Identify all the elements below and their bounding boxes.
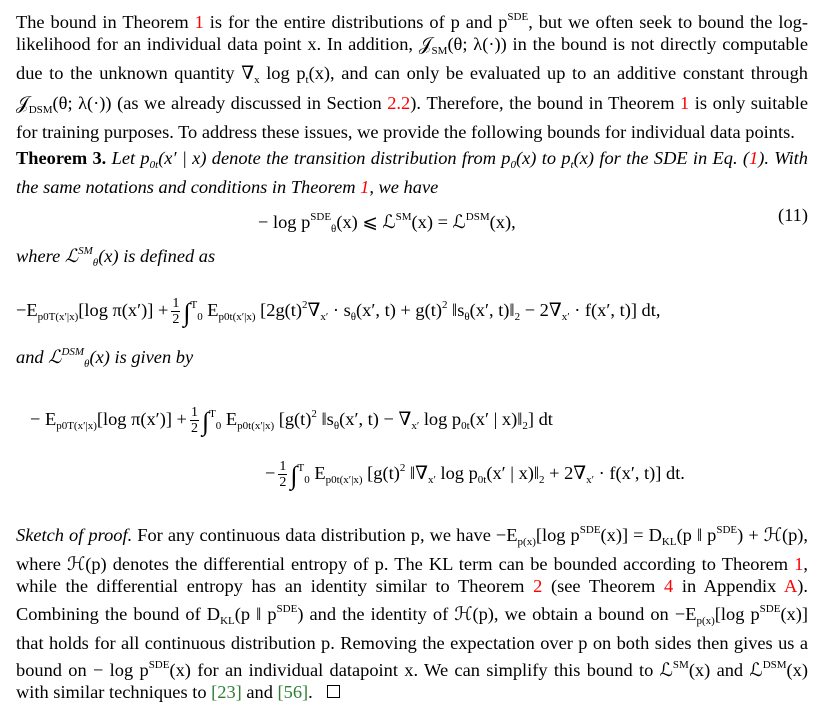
intro-text: The bound in Theorem	[16, 12, 195, 32]
theorem-4-link[interactable]: 4	[663, 576, 674, 597]
theta-subscript: θ	[333, 420, 340, 432]
sde-superscript: SDE	[310, 211, 332, 223]
0t-subscript: 0t	[149, 159, 159, 171]
eq-text: (x′, t)‖	[469, 300, 515, 320]
eq-text: · s	[328, 300, 351, 320]
dsm-superscript: DSM	[465, 211, 490, 223]
eq-text: E	[202, 300, 219, 320]
proof-text: (x) with similar techniques to	[16, 660, 808, 703]
integral-lower-limit: 0	[215, 420, 222, 432]
eq-text: − log p	[258, 212, 311, 232]
expectation-subscript: p0T(x′|x)	[56, 420, 97, 432]
theorem-3	[16, 147, 808, 198]
label-text: (x) is defined as	[98, 246, 216, 266]
numerator: 1	[172, 296, 180, 312]
theorem-1-link[interactable]: 1	[680, 92, 690, 113]
square-superscript: 2	[311, 408, 317, 420]
norm-subscript: 2	[514, 311, 521, 323]
equation-dsm-line-2	[265, 456, 685, 492]
sde-superscript: SDE	[276, 602, 298, 615]
square-superscript: 2	[302, 299, 308, 311]
theorem-text: (x) to p	[516, 148, 571, 168]
proof-heading: Sketch of proof.	[16, 525, 133, 545]
proof-text: [log p	[535, 525, 580, 545]
theta-subscript: θ	[350, 311, 357, 323]
section-2-2-link[interactable]: 2.2	[387, 92, 411, 113]
sde-superscript: SDE	[759, 602, 781, 615]
proof-text: For any continuous data distribution p, we have −E	[132, 525, 518, 545]
eq-1-link[interactable]: 1	[749, 148, 759, 168]
intro-text: (x), and can only be evaluated up to an additive constant through 𝒥	[16, 63, 808, 113]
proof-text: ). Combining the bound of D	[16, 576, 808, 624]
expectation-subscript: p0t(x′|x)	[325, 474, 363, 486]
proof-text: (p ‖ p	[676, 525, 717, 545]
eq-text: ∇	[307, 300, 321, 320]
citation-23[interactable]: [23]	[211, 682, 242, 703]
proof-text: in Appendix	[673, 576, 784, 597]
expectation-subscript: p0t(x′|x)	[218, 311, 256, 323]
proof-text: (x)] that holds for all continuous distribution p. Removing the expectation over p on both sides then gives us a bound on − log p	[16, 603, 809, 681]
integral-upper-limit: T	[209, 408, 216, 420]
eq-text: (x′, t) − ∇	[339, 409, 412, 429]
denominator: 2	[279, 475, 287, 491]
eq-text: E	[309, 463, 326, 483]
citation-56[interactable]: [56]	[277, 682, 309, 703]
theta-subscript: θ	[84, 358, 90, 370]
theorem-text: Let p	[106, 148, 150, 168]
one-half-fraction	[171, 296, 180, 327]
intro-text: is only suitable for training purposes. To address these issues, we provide the following bounds for individual data points.	[16, 92, 808, 142]
label-text: where ℒ	[16, 246, 79, 266]
eq-text: [2g(t)	[255, 300, 303, 320]
eq-text: · f(x′, t)] dt,	[569, 300, 661, 320]
eq-text: (x′, t) + g(t)	[356, 300, 442, 320]
theorem-2-link[interactable]: 2	[533, 576, 543, 597]
expectation-subscript: p0t(x′|x)	[237, 420, 275, 432]
proof-text: ) and the identity of ℋ(p), we obtain a bound on −E	[297, 603, 697, 624]
t-subscript: t	[570, 159, 574, 171]
0t-subscript: 0t	[461, 420, 470, 432]
eq-text: ‖s	[316, 409, 334, 429]
integral-sign: ∫	[183, 298, 191, 327]
kl-subscript: KL	[661, 536, 677, 548]
theta-subscript: θ	[92, 257, 99, 269]
norm-subscript: 2	[522, 420, 528, 432]
equation-number: (11)	[778, 205, 808, 225]
x-prime-subscript: x′	[561, 311, 570, 323]
integral-upper-limit: T	[190, 299, 198, 311]
eq-text: log p	[435, 463, 478, 483]
0t-subscript: 0t	[477, 474, 487, 486]
eq-text: (x),	[489, 212, 516, 232]
eq-text: ] dt	[527, 409, 553, 429]
label-text: and ℒ	[16, 347, 62, 367]
eq-text: (x) ⩽ ℒ	[336, 212, 396, 232]
sm-subscript: SM	[431, 45, 448, 58]
intro-paragraph	[16, 6, 808, 143]
intro-text: log p	[259, 63, 306, 84]
theorem-text: (x) for the SDE in Eq. (	[573, 148, 750, 168]
numerator: 1	[279, 459, 287, 475]
eq-text: E	[221, 409, 238, 429]
theorem-text: ). With the same notations and conditions in Theorem	[16, 148, 808, 198]
eq-text: ‖∇	[405, 463, 428, 483]
definition-label-dsm	[16, 346, 193, 370]
sm-superscript: SM	[395, 211, 412, 223]
intro-text: (θ; λ(·)) (as we already discussed in Section	[52, 92, 388, 113]
proof-text: .	[308, 682, 313, 703]
x-prime-subscript: x′	[411, 420, 420, 432]
sde-superscript: SDE	[716, 524, 738, 536]
square-superscript: 2	[399, 462, 406, 474]
dsm-superscript: DSM	[61, 346, 85, 358]
proof-text: (x) for an individual datapoint x. We can simplify this bound to ℒ	[169, 660, 673, 681]
eq-text: (x′ | x)‖	[486, 463, 540, 483]
proof-text: ) + ℋ(p), where ℋ(p) denotes the differential entropy of p. The KL term can be bounded according to Theorem	[16, 525, 808, 575]
expectation-subscript: p(x)	[696, 614, 715, 627]
proof-text: (see Theorem	[542, 576, 664, 597]
theorem-1-link[interactable]: 1	[360, 177, 370, 198]
theorem-text: , we have	[369, 177, 439, 198]
theorem-text: (x′ | x) denote the transition distribution from p	[158, 148, 511, 168]
one-half-fraction	[278, 459, 287, 490]
one-half-fraction	[190, 405, 199, 436]
integral-sign: ∫	[290, 461, 298, 490]
integral-upper-limit: T	[297, 462, 305, 474]
x-prime-subscript: x′	[320, 311, 329, 323]
integral-sign: ∫	[201, 407, 210, 436]
sde-superscript: SDE	[579, 524, 601, 536]
eq-text: ‖s	[447, 300, 465, 320]
denominator: 2	[172, 312, 180, 328]
x-subscript: x	[254, 74, 260, 87]
eq-text: −	[265, 463, 276, 483]
equation-dsm-line-1	[30, 402, 553, 438]
dsm-superscript: DSM	[762, 659, 787, 672]
sde-superscript: SDE	[507, 11, 529, 23]
proof-text: , while the differential entropy has an identity similar to Theorem	[16, 554, 808, 597]
definition-label-sm	[16, 245, 215, 269]
intro-text: , but we often seek to bound the log-likelihood for an individual data point x. In addition, 𝒥	[16, 12, 808, 55]
square-superscript: 2	[441, 299, 448, 311]
eq-text: · f(x′, t)] dt.	[594, 463, 685, 483]
theorem-heading: Theorem 3.	[16, 148, 107, 168]
0-subscript: 0	[510, 159, 516, 171]
eq-text: −E	[16, 300, 38, 320]
proof-text: (x) and ℒ	[688, 660, 763, 681]
expectation-subscript: p0T(x′|x)	[37, 311, 79, 323]
eq-text: [log π(x′)] +	[96, 409, 187, 429]
x-prime-subscript: x′	[586, 474, 595, 486]
label-text: (x) is given by	[89, 347, 194, 367]
eq-text: log p	[419, 409, 462, 429]
eq-text: (x′ | x)‖	[469, 409, 523, 429]
proof-text: and	[241, 682, 278, 703]
theta-subscript: θ	[464, 311, 470, 323]
proof-text: (p ‖ p	[234, 603, 277, 624]
sde-superscript: SDE	[148, 659, 170, 672]
eq-text: − 2∇	[520, 300, 562, 320]
equation-11	[258, 205, 516, 241]
denominator: 2	[190, 421, 198, 437]
intro-text: ). Therefore, the bound in Theorem	[410, 92, 681, 113]
eq-text: [log π(x′)] +	[78, 300, 169, 320]
eq-text: (x) = ℒ	[411, 212, 466, 232]
integral-lower-limit: 0	[304, 474, 310, 486]
intro-text: (θ; λ(·)) in the bound is not directly computable due to the unknown quantity ∇	[16, 34, 808, 84]
expectation-subscript: p(x)	[517, 536, 536, 548]
equation-sm-definition	[16, 293, 660, 329]
sm-superscript: SM	[78, 245, 93, 257]
theorem-1-link[interactable]: 1	[794, 554, 804, 575]
t-subscript: t	[305, 74, 309, 87]
x-prime-subscript: x′	[427, 474, 436, 486]
appendix-a-link[interactable]: A	[783, 576, 798, 597]
kl-subscript: KL	[220, 614, 235, 627]
sm-superscript: SM	[672, 659, 689, 672]
proof-text: [log p	[714, 603, 760, 624]
theorem-1-link[interactable]: 1	[194, 12, 204, 32]
eq-text: + 2∇	[544, 463, 587, 483]
intro-text: is for the entire distributions of p and p	[203, 12, 508, 32]
proof-sketch	[16, 519, 808, 703]
theta-subscript: θ	[331, 223, 337, 235]
dsm-subscript: DSM	[28, 103, 53, 116]
norm-subscript: 2	[539, 474, 545, 486]
eq-text: − E	[30, 409, 57, 429]
integral-lower-limit: 0	[197, 311, 203, 323]
numerator: 1	[190, 405, 198, 421]
proof-text: (x)] = D	[600, 525, 662, 545]
eq-text: [g(t)	[274, 409, 312, 429]
eq-text: [g(t)	[362, 463, 400, 483]
